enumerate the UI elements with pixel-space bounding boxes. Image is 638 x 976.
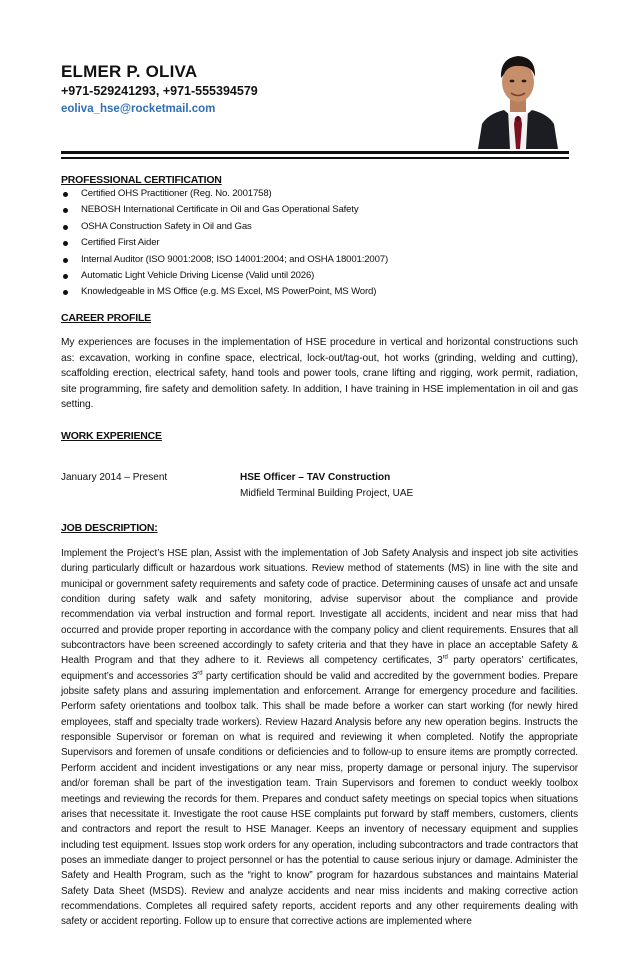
- job-title: HSE Officer – TAV Construction: [240, 472, 391, 483]
- job-description-heading: JOB DESCRIPTION:: [61, 522, 158, 534]
- bullet-icon: [63, 274, 68, 279]
- bullet-icon: [63, 241, 68, 246]
- work-experience-heading: WORK EXPERIENCE: [61, 430, 162, 442]
- job-date-range: January 2014 – Present: [61, 472, 168, 483]
- list-item: Automatic Light Vehicle Driving License (Valid until 2026): [61, 268, 581, 284]
- certification-heading: PROFESSIONAL CERTIFICATION: [61, 174, 222, 186]
- list-item: Certified OHS Practitioner (Reg. No. 2001758): [61, 186, 581, 202]
- list-item: Internal Auditor (ISO 9001:2008; ISO 14001:2004; and OSHA 18001:2007): [61, 252, 581, 268]
- phone-numbers: +971-529241293, +971-555394579: [61, 84, 258, 98]
- bullet-icon: [63, 225, 68, 230]
- list-item: NEBOSH International Certificate in Oil and Gas Operational Safety: [61, 202, 581, 218]
- email-address[interactable]: eoliva_hse@rocketmail.com: [61, 103, 216, 115]
- job-location: Midfield Terminal Building Project, UAE: [240, 488, 414, 499]
- career-profile-text: My experiences are focuses in the implementation of HSE procedure in vertical and horizontal constructions such as: excavation, working in confine space, electrical, lock-out/tag-out, hot works (grinding, welding and cutting), scaffolding erection, electrical safety, hand tools and power tools, crane lifting and rigging, work permit, radiation, site programming, fire safety and demolition safety. In addition, I have training in HSE implementation in oil and gas setting.: [61, 337, 578, 410]
- bullet-icon: [63, 258, 68, 263]
- bullet-icon: [63, 192, 68, 197]
- header-divider-thick: [61, 151, 569, 154]
- certification-list: [61, 186, 581, 301]
- bullet-icon: [63, 208, 68, 213]
- list-item: Certified First Aider: [61, 235, 581, 251]
- profile-photo: [474, 44, 562, 149]
- career-profile-heading: CAREER PROFILE: [61, 312, 151, 324]
- list-item: Knowledgeable in MS Office (e.g. MS Excel, MS PowerPoint, MS Word): [61, 284, 581, 300]
- bullet-icon: [63, 290, 68, 295]
- header-divider-thin: [61, 157, 569, 159]
- candidate-name: ELMER P. OLIVA: [61, 62, 198, 81]
- job-description-text: Implement the Project’s HSE plan, Assist with the implementation of Job Safety Analysis and inspect job site activities during particularly difficult or hazardous work situations. Review method of statements (MS) in line with the site and municipal or government safety requirements and safety code of practice. Determining causes of unsafe act and unsafe condition during safety walk and safety monitoring, advise supervisor about the compliance and provide recommendation via verbal instruction and formal report. Investigate all accidents, incident and near miss that had occurred and provide proper reporting in accordance with the company policy and client requirements. Ensures that all subcontractors have been screened accordingly to safety criteria and that they have in place an acceptable Safety & Health Program and that they adhere to it. Reviews all competency certificates, 3rd party operators’ certificates, equipment’s and accessories 3rd party certification should be valid and accredited by the government bodies. Prepare jobsite safety plans and assuring implementation and enforcement. Arrange for emergency procedure and facilities. Perform safety orientations and toolbox talk. This shall be made before a worker can start working (for newly hired employees, staff and specialty trade workers). Review Hazard Analysis before any new operation begins. Instructs the responsible Supervisor or foreman on what is required and reviewing it when completed. Notify the appropriate Supervisors and foremen of unsafe conditions or deficiencies and to follow-up to ensure items are promptly corrected. Perform accident and incident investigations or any near miss, property damage or personal injury. The supervisor and/or foreman shall be part of the investigation team. Train Supervisors and foremen to conduct weekly toolbox meetings and reviewing the records for them. Prepares and conduct safety meetings on special topics when situations arises that necessitate it. Investigate the root cause HSE complaints put forward by staff members, customers, clients and contractors and report the result to HSE Manager. Keeps an inventory of necessary equipment and supplies including test equipment. Issues stop work orders for any operation, including subcontractors and trade contractors that poses an immediate danger to project personnel or has the potential to cause serious injury or damage. Administer the Safety and Health Program, such as the “right to know” program for hazardous substances and maintains Material Safety Data Sheet (MSDS). Review and analyze accidents and near miss incidents and making corrective action recommendations. Completes all required safety reports, accident reports and any other requirements dealing with safety or accident reporting. Follow up to ensure that corrective actions are implemented where: [61, 548, 579, 928]
- list-item: OSHA Construction Safety in Oil and Gas: [61, 219, 581, 235]
